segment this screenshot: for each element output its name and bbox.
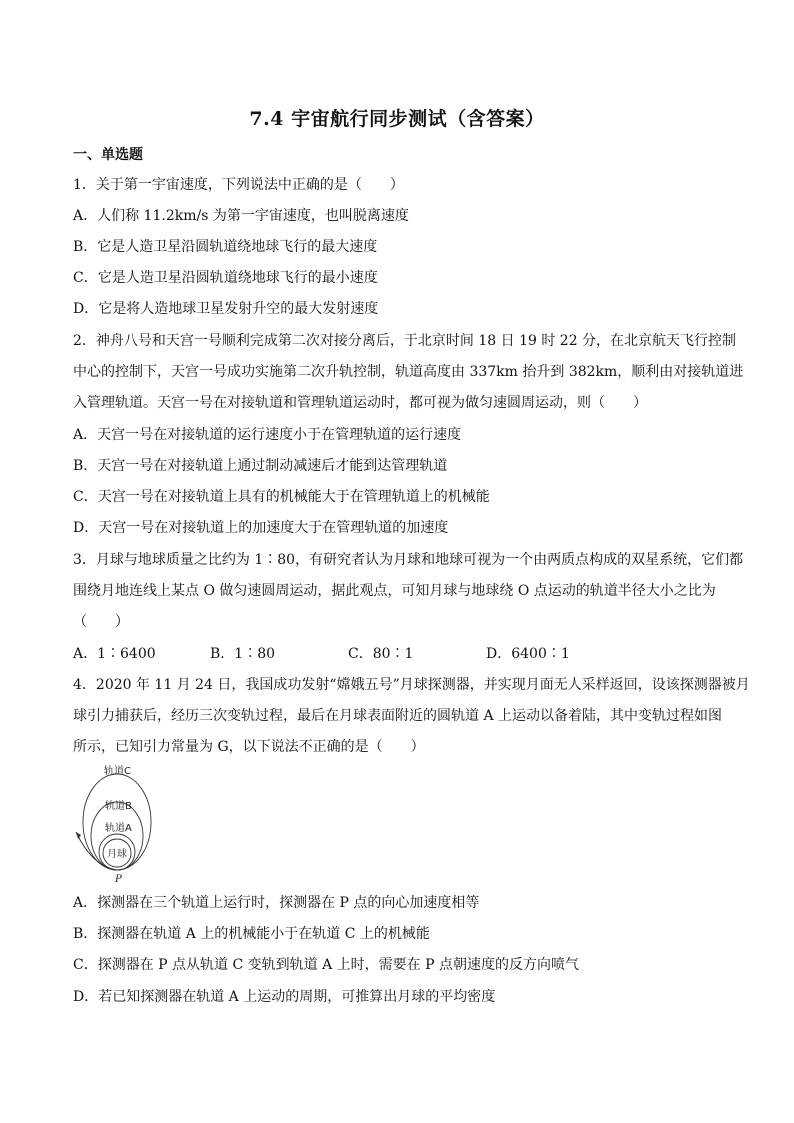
q2-stem-line-2: 中心的控制下，天宫一号成功实施第二次升轨控制，轨道高度由 337km 抬升到 382km，顺利由对接轨道进 xyxy=(73,364,744,380)
trajectory-arrowhead xyxy=(76,832,81,839)
q4-stem-line-3: 所示，已知引力常量为 G，以下说法不正确的是（ ） xyxy=(73,739,425,755)
q4-stem-line-1: 4．2020 年 11 月 24 日，我国成功发射“嫦娥五号”月球探测器，并实现月面无人采样返回，设该探测器被月 xyxy=(73,677,750,693)
q3-stem-line-1: 3．月球与地球质量之比约为 1∶80，有研究者认为月球和地球可视为一个由两质点构成的双星系统，它们都 xyxy=(73,552,744,568)
point-p-label: P xyxy=(115,874,122,884)
q3-option-b: B．1∶80 xyxy=(210,646,276,662)
q2-option-d: D．天宫一号在对接轨道上的加速度大于在管理轨道的加速度 xyxy=(73,520,449,536)
q2-option-b: B．天宫一号在对接轨道上通过制动减速后才能到达管理轨道 xyxy=(73,458,448,474)
q3-stem-line-2: 围绕月地连线上某点 O 做匀速圆周运动，据此观点，可知月球与地球绕 O 点运动的轨道半径大小之比为 xyxy=(73,583,716,599)
q3-option-a: A．1∶6400 xyxy=(73,646,156,662)
q4-stem-line-2: 球引力捕获后，经历三次变轨过程，最后在月球表面附近的圆轨道 A 上运动以备着陆，其中变轨过程如图 xyxy=(73,708,723,724)
orbit-diagram xyxy=(72,762,162,884)
section-heading: 一、单选题 xyxy=(73,147,143,163)
document-title: 7.4 宇宙航行同步测试（含答案） xyxy=(249,108,545,130)
orbit-b-label: 轨道B xyxy=(105,801,132,812)
q1-option-c: C．它是人造卫星沿圆轨道绕地球飞行的最小速度 xyxy=(73,270,378,286)
q2-option-c: C．天宫一号在对接轨道上具有的机械能大于在管理轨道上的机械能 xyxy=(73,489,490,505)
q3-option-d: D．6400∶1 xyxy=(486,646,570,662)
q3-stem-line-3: （ ） xyxy=(73,614,129,630)
q1-option-b: B．它是人造卫星沿圆轨道绕地球飞行的最大速度 xyxy=(73,239,378,255)
q1-option-d: D．它是将人造地球卫星发射升空的最大发射速度 xyxy=(73,301,379,317)
q2-stem-line-3: 入管理轨道。天宫一号在对接轨道和管理轨道运动时，都可视为做匀速圆周运动，则（ ） xyxy=(73,395,647,411)
orbit-c-label: 轨道C xyxy=(104,766,131,777)
q2-stem-line-1: 2．神舟八号和天宫一号顺利完成第二次对接分离后，于北京时间 18 日 19 时 22 分，在北京航天飞行控制 xyxy=(73,333,737,349)
q4-option-d: D．若已知探测器在轨道 A 上运动的周期，可推算出月球的平均密度 xyxy=(73,989,496,1005)
q4-option-a: A．探测器在三个轨道上运行时，探测器在 P 点的向心加速度相等 xyxy=(73,895,480,911)
moon-label: 月球 xyxy=(107,849,127,860)
q3-option-c: C．80∶1 xyxy=(348,646,414,662)
orbit-a-label: 轨道A xyxy=(105,823,132,834)
q4-option-b: B．探测器在轨道 A 上的机械能小于在轨道 C 上的机械能 xyxy=(73,926,430,942)
q4-option-c: C．探测器在 P 点从轨道 C 变轨到轨道 A 上时，需要在 P 点朝速度的反方向喷气 xyxy=(73,957,579,973)
q1-option-a: A．人们称 11.2km/s 为第一宇宙速度，也叫脱离速度 xyxy=(73,208,409,224)
q2-option-a: A．天宫一号在对接轨道的运行速度小于在管理轨道的运行速度 xyxy=(73,427,462,443)
q1-stem: 1．关于第一宇宙速度，下列说法中正确的是（ ） xyxy=(73,177,404,193)
